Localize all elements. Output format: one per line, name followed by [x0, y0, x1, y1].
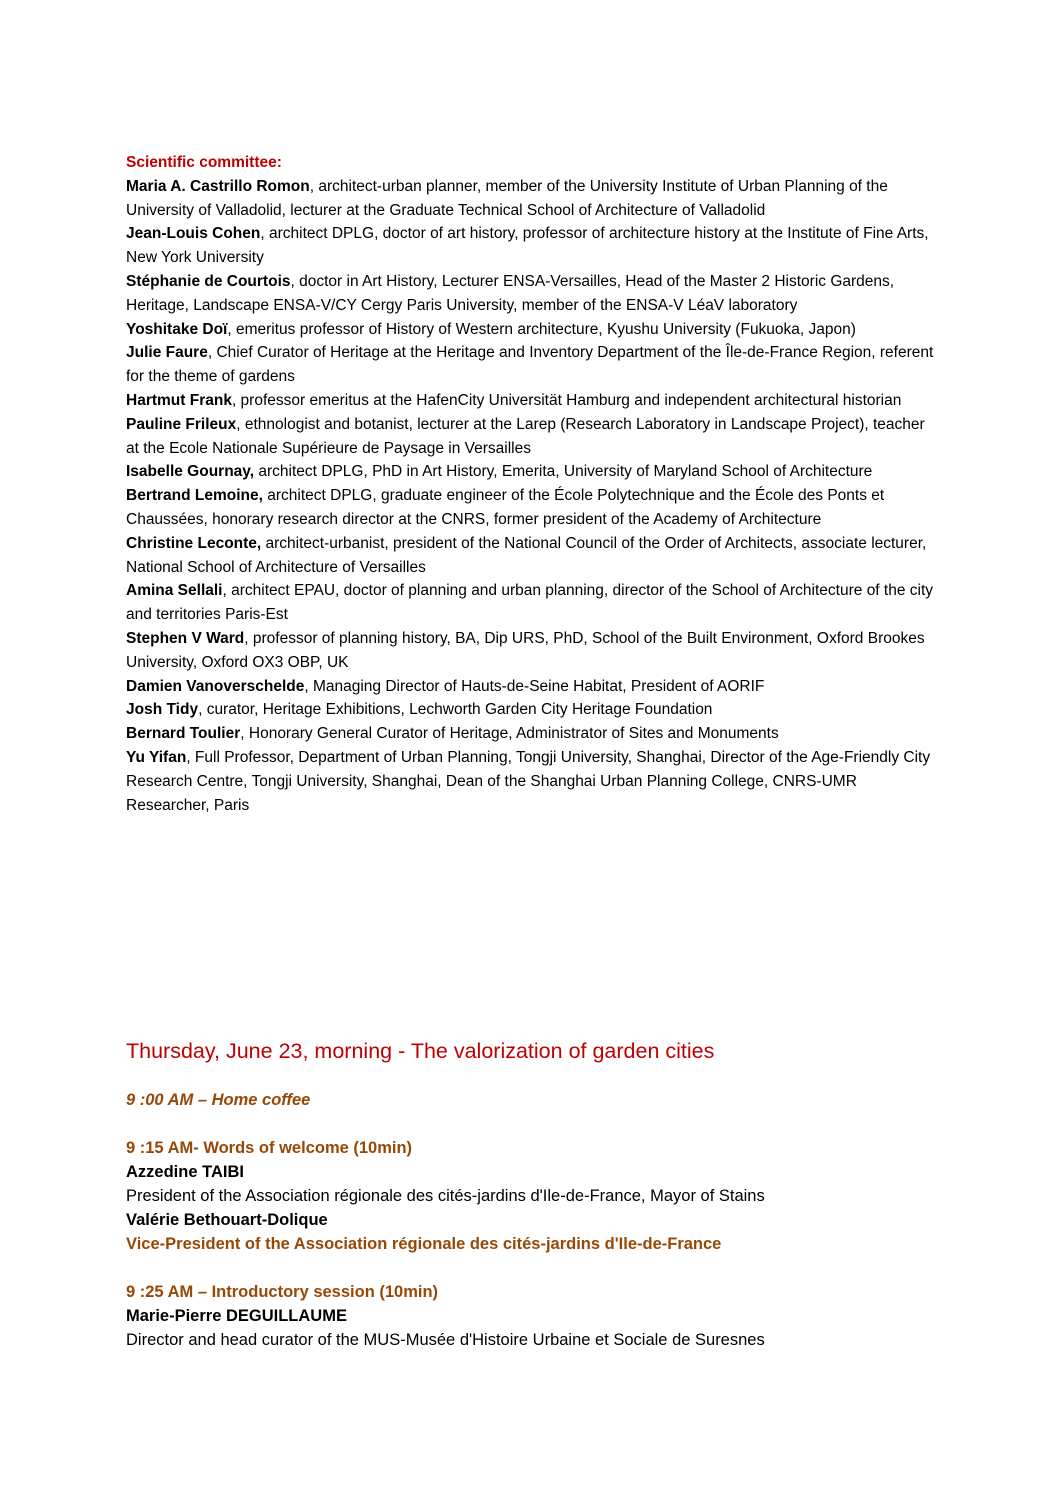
speaker-role: President of the Association régionale des cités-jardins d'Ile-de-France, Mayor of Stains [126, 1187, 765, 1205]
committee-member [126, 222, 934, 270]
committee-member [126, 413, 934, 461]
member-description: , architect DPLG, doctor of art history, professor of architecture history at the Institute of Fine Arts, New York University [126, 225, 929, 267]
member-name: Julie Faure [126, 344, 208, 362]
scientific-committee-section [126, 151, 934, 817]
member-name: Isabelle Gournay, [126, 463, 255, 481]
slot-title: 9 :00 AM – Home coffee [126, 1091, 311, 1109]
committee-member [126, 698, 934, 722]
member-name: Stéphanie de Courtois [126, 272, 291, 290]
member-name: Yu Yifan [126, 748, 187, 766]
member-description: , professor of planning history, BA, Dip URS, PhD, School of the Built Environment, Oxford Brookes University, Oxford OX3 OBP, UK [126, 629, 925, 671]
member-description: , emeritus professor of History of Western architecture, Kyushu University (Fukuoka, Japon) [227, 320, 856, 338]
slot-title: 9 :25 AM – Introductory session (10min) [126, 1283, 439, 1301]
member-name: Stephen V Ward [126, 629, 245, 647]
slot-title: 9 :15 AM- Words of welcome (10min) [126, 1139, 413, 1157]
member-description: , professor emeritus at the HafenCity Universität Hamburg and independent architectural historian [231, 391, 902, 409]
committee-member [126, 318, 934, 342]
committee-member [126, 675, 934, 699]
member-description: , architect EPAU, doctor of planning and urban planning, director of the School of Architecture of the city and territories Paris-Est [126, 582, 934, 624]
member-name: Damien Vanoverschelde [126, 677, 305, 695]
committee-member [126, 460, 934, 484]
committee-member [126, 175, 934, 223]
speaker-role: Director and head curator of the MUS-Musée d'Histoire Urbaine et Sociale de Suresnes [126, 1331, 765, 1349]
program-slot [126, 1280, 946, 1352]
member-name: Bernard Toulier [126, 725, 241, 743]
member-name: Amina Sellali [126, 582, 223, 600]
committee-member [126, 270, 934, 318]
program-slot [126, 1088, 946, 1112]
member-description: architect DPLG, PhD in Art History, Emerita, University of Maryland School of Architecture [254, 463, 873, 481]
member-name: Yoshitake Doï [126, 320, 228, 338]
committee-member [126, 746, 934, 817]
member-description: architect DPLG, graduate engineer of the École Polytechnique and the École des Ponts et Chaussées, honorary research director at the CNRS, former president of the Academy of Architecture [126, 487, 885, 528]
speaker-name: Valérie Bethouart-Dolique [126, 1211, 328, 1229]
committee-member [126, 341, 934, 389]
member-description: , Full Professor, Department of Urban Planning, Tongji University, Shanghai, Director of the Age-Friendly City Research Centre, Tongji University, Shanghai, Dean of the Shanghai Urban Planning College, CNRS-UMR Researcher, Paris [126, 748, 931, 814]
day-title: Thursday, June 23, morning - The valorization of garden cities [126, 1039, 715, 1063]
speaker-name: Marie-Pierre DEGUILLAUME [126, 1307, 347, 1325]
committee-member [126, 532, 934, 580]
member-description: architect-urbanist, president of the National Council of the Order of Architects, associate lecturer, National School of Architecture of Versailles [126, 534, 927, 576]
member-name: Hartmut Frank [126, 391, 232, 409]
member-name: Josh Tidy [126, 701, 199, 719]
member-description: , Managing Director of Hauts-de-Seine Habitat, President of AORIF [304, 677, 765, 695]
member-name: Maria A. Castrillo Romon [126, 177, 310, 195]
member-description: , doctor in Art History, Lecturer ENSA-Versailles, Head of the Master 2 Historic Gardens, Heritage, Landscape ENSA-V/CY Cergy Paris University, member of the ENSA-V LéaV laboratory [126, 272, 895, 314]
member-name: Bertrand Lemoine, [126, 487, 263, 505]
program-slot [126, 1136, 946, 1256]
committee-member [126, 627, 934, 675]
program-section [126, 1036, 946, 1376]
committee-member [126, 484, 934, 532]
member-name: Pauline Frileux [126, 415, 237, 433]
member-description: , architect-urban planner, member of the University Institute of Urban Planning of the University of Valladolid, lecturer at the Graduate Technical School of Architecture of Valladolid [126, 177, 888, 219]
member-description: , ethnologist and botanist, lecturer at the Larep (Research Laboratory in Landscape Project), teacher at the Ecole Nationale Supérieure de Paysage in Versailles [126, 415, 925, 457]
committee-member [126, 579, 934, 627]
committee-heading: Scientific committee: [126, 154, 282, 171]
member-description: , curator, Heritage Exhibitions, Lechworth Garden City Heritage Foundation [198, 701, 713, 719]
member-description: , Chief Curator of Heritage at the Heritage and Inventory Department of the Île-de-France Region, referent for the theme of gardens [126, 344, 934, 386]
speaker-name: Azzedine TAIBI [126, 1163, 244, 1181]
committee-member [126, 389, 934, 413]
member-description: , Honorary General Curator of Heritage, Administrator of Sites and Monuments [240, 725, 779, 743]
speaker-role: Vice-President of the Association régionale des cités-jardins d'Ile-de-France [126, 1235, 722, 1253]
member-name: Christine Leconte, [126, 534, 262, 552]
committee-member [126, 722, 934, 746]
member-name: Jean-Louis Cohen [126, 225, 261, 243]
